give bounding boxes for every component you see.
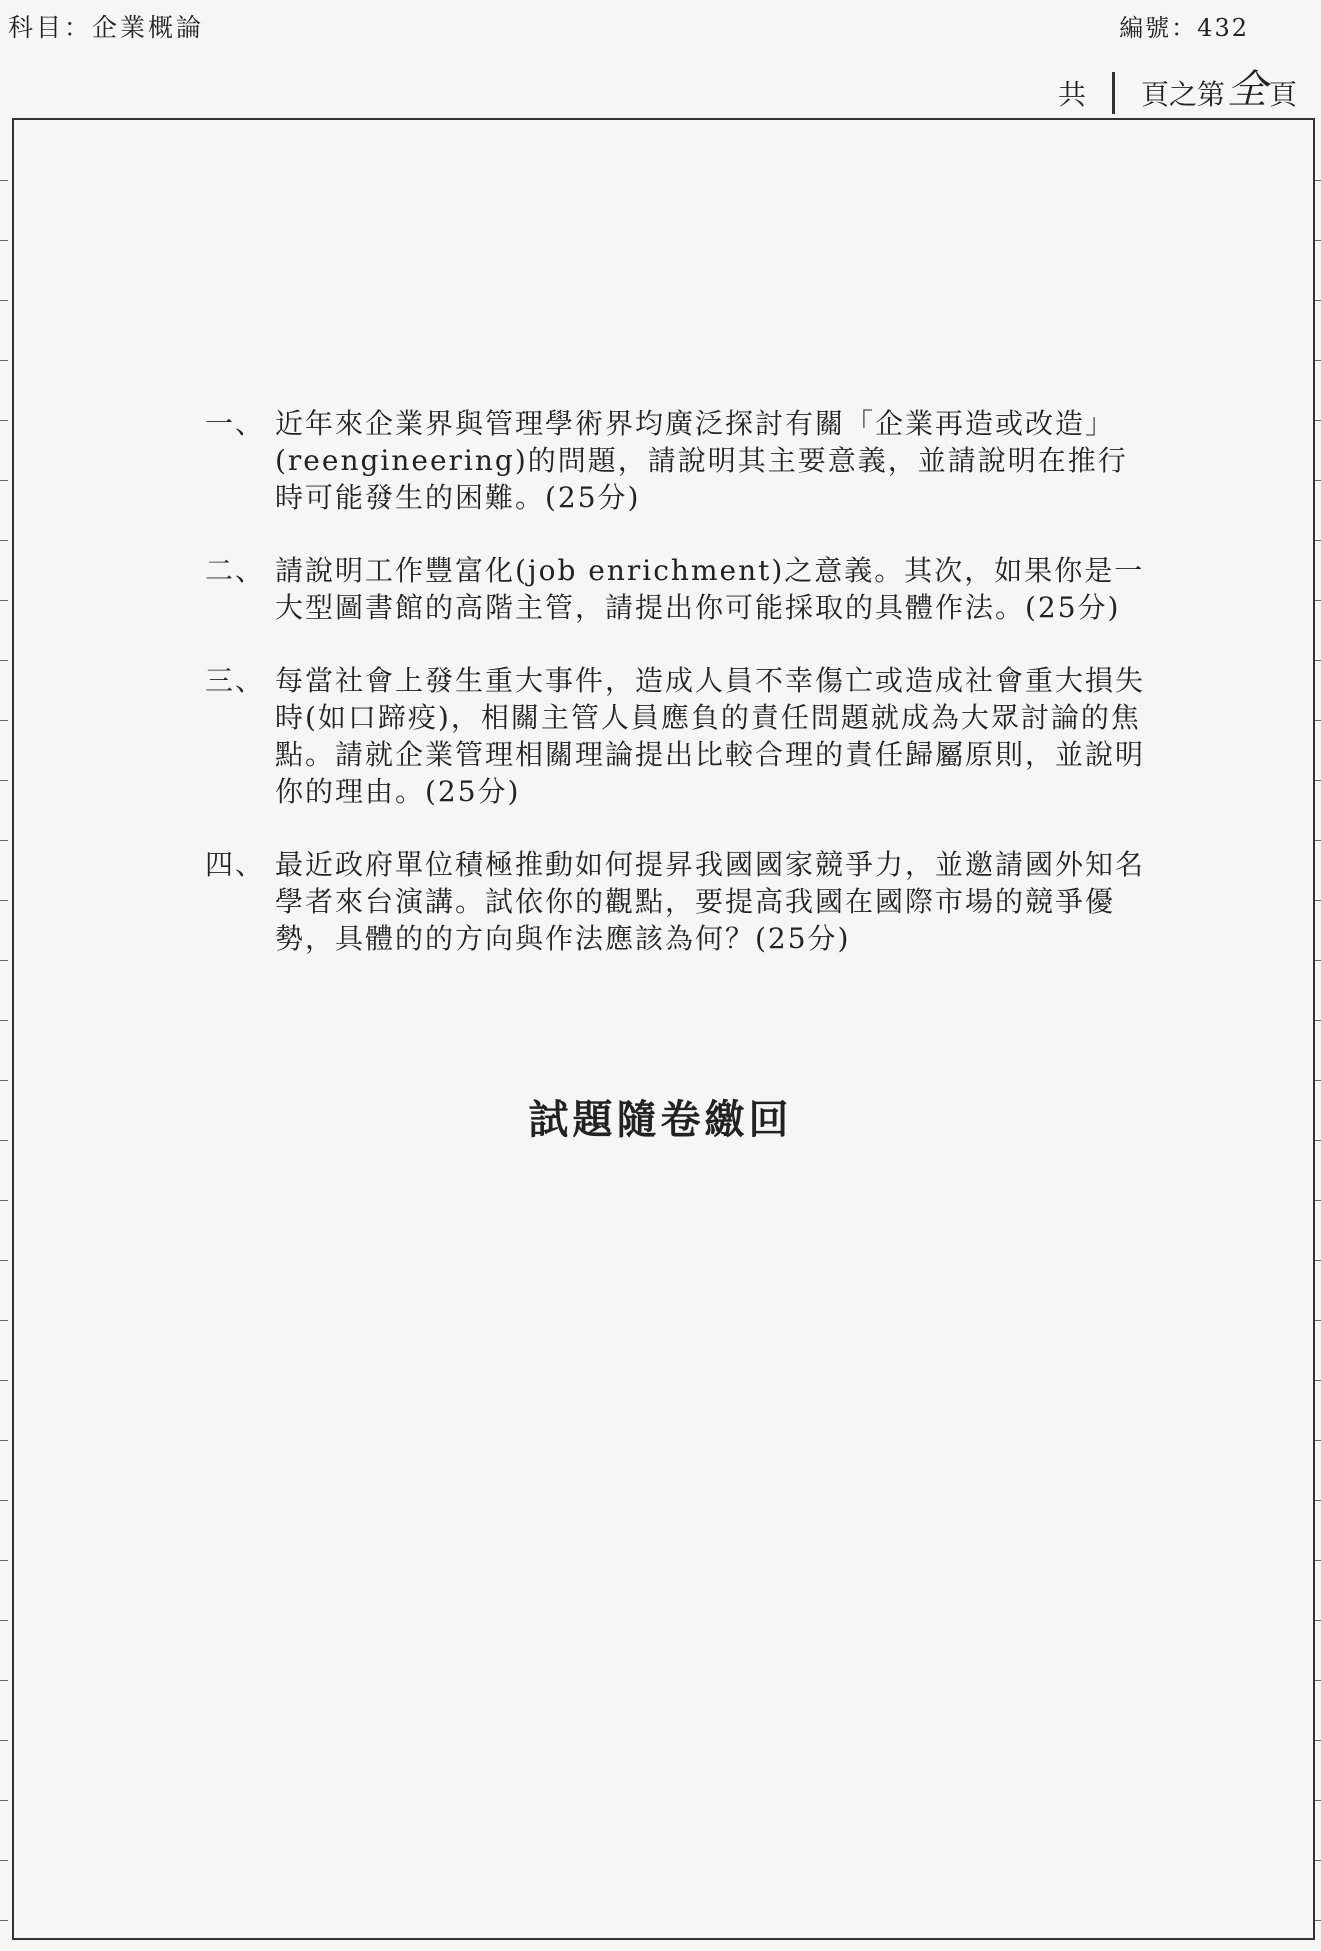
question-list	[205, 405, 1155, 993]
handwritten-page-mark: 全	[1226, 67, 1267, 113]
margin-tick	[0, 180, 8, 181]
margin-tick	[0, 1320, 8, 1321]
subject-label: 科目：企業概論	[8, 13, 205, 42]
margin-tick	[0, 1500, 8, 1501]
margin-tick	[0, 840, 8, 841]
return-notice: 試題隨卷繳回	[528, 1096, 793, 1143]
margin-tick	[0, 1740, 8, 1741]
margin-tick	[0, 480, 8, 481]
margin-tick	[0, 1200, 8, 1201]
exam-code: 編號：432	[1119, 14, 1249, 42]
margin-tick	[0, 600, 8, 601]
page-divider	[1112, 72, 1115, 114]
question-number: 一、	[205, 407, 266, 440]
margin-tick	[0, 900, 8, 901]
margin-tick	[0, 1860, 8, 1861]
answer-frame	[12, 118, 1315, 1940]
page-count	[1058, 64, 1297, 121]
margin-tick	[0, 1380, 8, 1381]
margin-tick	[0, 1680, 8, 1681]
question-text: 每當社會上發生重大事件，造成人員不幸傷亡或造成社會重大損失時(如口蹄疫)，相關主管人員應負的責任問題就成為大眾討論的焦點。請就企業管理相關理論提出比較合理的責任歸屬原則，並說明你的理由。(25分)	[275, 664, 1146, 808]
page-label-before: 頁之第	[1140, 77, 1225, 111]
question-text: 近年來企業界與管理學術界均廣泛探討有關「企業再造或改造」(reengineering)的問題，請說明其主要意義，並請說明在推行時可能發生的困難。(25分)	[275, 407, 1128, 514]
margin-tick	[0, 240, 8, 241]
question-text: 最近政府單位積極推動如何提昇我國國家競爭力，並邀請國外知名學者來台演講。試依你的觀點，要提高我國在國際市場的競爭優勢，具體的的方向與作法應該為何？(25分)	[275, 848, 1146, 955]
margin-tick	[0, 540, 8, 541]
margin-tick	[0, 960, 8, 961]
question-number: 三、	[205, 664, 266, 697]
question-2	[205, 552, 1155, 626]
margin-tick	[0, 1080, 8, 1081]
margin-tick	[0, 1620, 8, 1621]
margin-tick	[0, 1020, 8, 1021]
question-4	[205, 846, 1155, 957]
question-number: 二、	[205, 554, 266, 587]
margin-tick	[0, 720, 8, 721]
question-3	[205, 662, 1155, 810]
margin-tick	[0, 660, 8, 661]
margin-tick	[0, 420, 8, 421]
margin-tick	[0, 780, 8, 781]
question-1	[205, 405, 1155, 516]
margin-tick	[0, 300, 8, 301]
total-pages-label: 共	[1057, 77, 1086, 111]
margin-tick	[0, 360, 8, 361]
margin-tick	[0, 1920, 8, 1921]
margin-tick	[0, 1260, 8, 1261]
question-number: 四、	[205, 848, 266, 881]
margin-tick	[0, 1560, 8, 1561]
margin-tick	[0, 1800, 8, 1801]
margin-tick	[0, 1440, 8, 1441]
page-label-after: 頁	[1268, 77, 1297, 111]
left-margin-ticks	[0, 0, 12, 1951]
question-text: 請說明工作豐富化(job enrichment)之意義。其次，如果你是一大型圖書館的高階主管，請提出你可能採取的具體作法。(25分)	[275, 554, 1145, 624]
